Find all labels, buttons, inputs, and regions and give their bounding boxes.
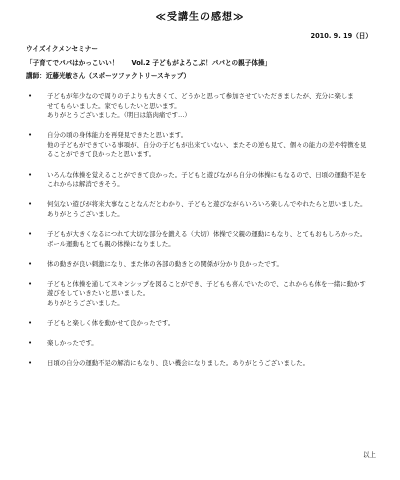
bullet-icon: • <box>28 92 33 100</box>
comment-line: 日頃の自分の運動不足の解消にもなり、良い機会になりました。ありがとうございました。 <box>47 359 310 368</box>
bullet-icon: • <box>28 339 33 348</box>
seminar-info <box>26 43 376 84</box>
instructor-name: 講師：近藤光敏さん（スポーツファクトリースキップ） <box>26 72 191 80</box>
comment-line: 自分の頃の身体能力を再発見できたと思います。 <box>47 131 188 140</box>
comment-line: 何気ない遊びが将来大事なことなんだとわかり、子どもと遊びながらいろいろ楽しんでやれたらと思いました。 <box>47 200 367 209</box>
bullet-icon: • <box>28 259 33 268</box>
comment-line: ありがとうございました。 <box>47 209 124 218</box>
document-date: 2010. 9. 19（日） <box>310 32 372 40</box>
comment-item <box>26 260 376 270</box>
event-title: 「子育てでパパはかっこいい！ Vol.2 子どもがよろこぶ！パパとの親子体操」 <box>26 58 272 67</box>
comment-line: いろんな体操を覚えることができて良かった。子どもと遊びながら自分の体操にもなるので、日頃の運動不足を <box>47 170 367 179</box>
comment-line: せてもらいました。家でもしたいと思います。 <box>47 101 181 110</box>
comment-line: ることができて良かったと思います。 <box>47 150 156 159</box>
bullet-icon: • <box>28 279 33 288</box>
comment-line: 子どもが大きくなるにつれて大切な部分を鍛える（大切）体操で父親の運動にもなり、とてもおもしろかった。 <box>47 229 367 238</box>
bullet-icon: • <box>28 200 33 209</box>
closing-text: 以上 <box>362 451 376 459</box>
bullet-icon: • <box>28 229 33 238</box>
comment-line: 楽しかったです。 <box>47 339 98 348</box>
comment-item <box>26 200 376 219</box>
document-title: ≪受講生の感想≫ <box>155 12 245 23</box>
bullet-icon: • <box>28 131 33 140</box>
comment-line: ボール運動もとても親の体操になりました。 <box>47 239 175 248</box>
comment-item <box>26 131 376 160</box>
comment-item <box>26 319 376 329</box>
bullet-icon: • <box>28 170 33 179</box>
comment-line: 遊びをしていきたいと思いました。 <box>47 289 150 298</box>
comment-list <box>26 92 376 379</box>
comment-line: ありがとうございました。 <box>47 298 124 307</box>
comment-line: 子どもと体操を通してスキンシップを図ることができ、子どもも喜んでいたので、これからも体を一緒に動かす <box>47 279 366 288</box>
comment-item <box>26 230 376 249</box>
comment-line: ありがとうございました。（明日は筋肉痛です…） <box>47 111 191 120</box>
comment-item <box>26 359 376 369</box>
comment-line: 他の子どもができている事項が、自分の子どもが出来ていない、またその逆も見て、個々の能力の差や特徴を見 <box>47 140 367 149</box>
comment-line: 子どもが年少なので周りの子よりも大きくて、どうかと思って参加させていただきましたが、充分に楽しま <box>47 92 354 100</box>
comment-item <box>26 339 376 349</box>
seminar-name: ウイズイクメンセミナー <box>26 45 98 53</box>
comment-line: 体の動きが良い刺激になり、また体の各部の動きとの関係が分かり良かったです。 <box>47 259 283 268</box>
bullet-icon: • <box>28 359 33 368</box>
comment-item <box>26 280 376 309</box>
bullet-icon: • <box>28 319 33 327</box>
comment-line: 子どもと楽しく体を動かせて良かったです。 <box>47 319 175 327</box>
comment-line: これからは解消できそう。 <box>47 180 124 189</box>
comment-item <box>26 171 376 190</box>
comment-item <box>26 92 376 121</box>
